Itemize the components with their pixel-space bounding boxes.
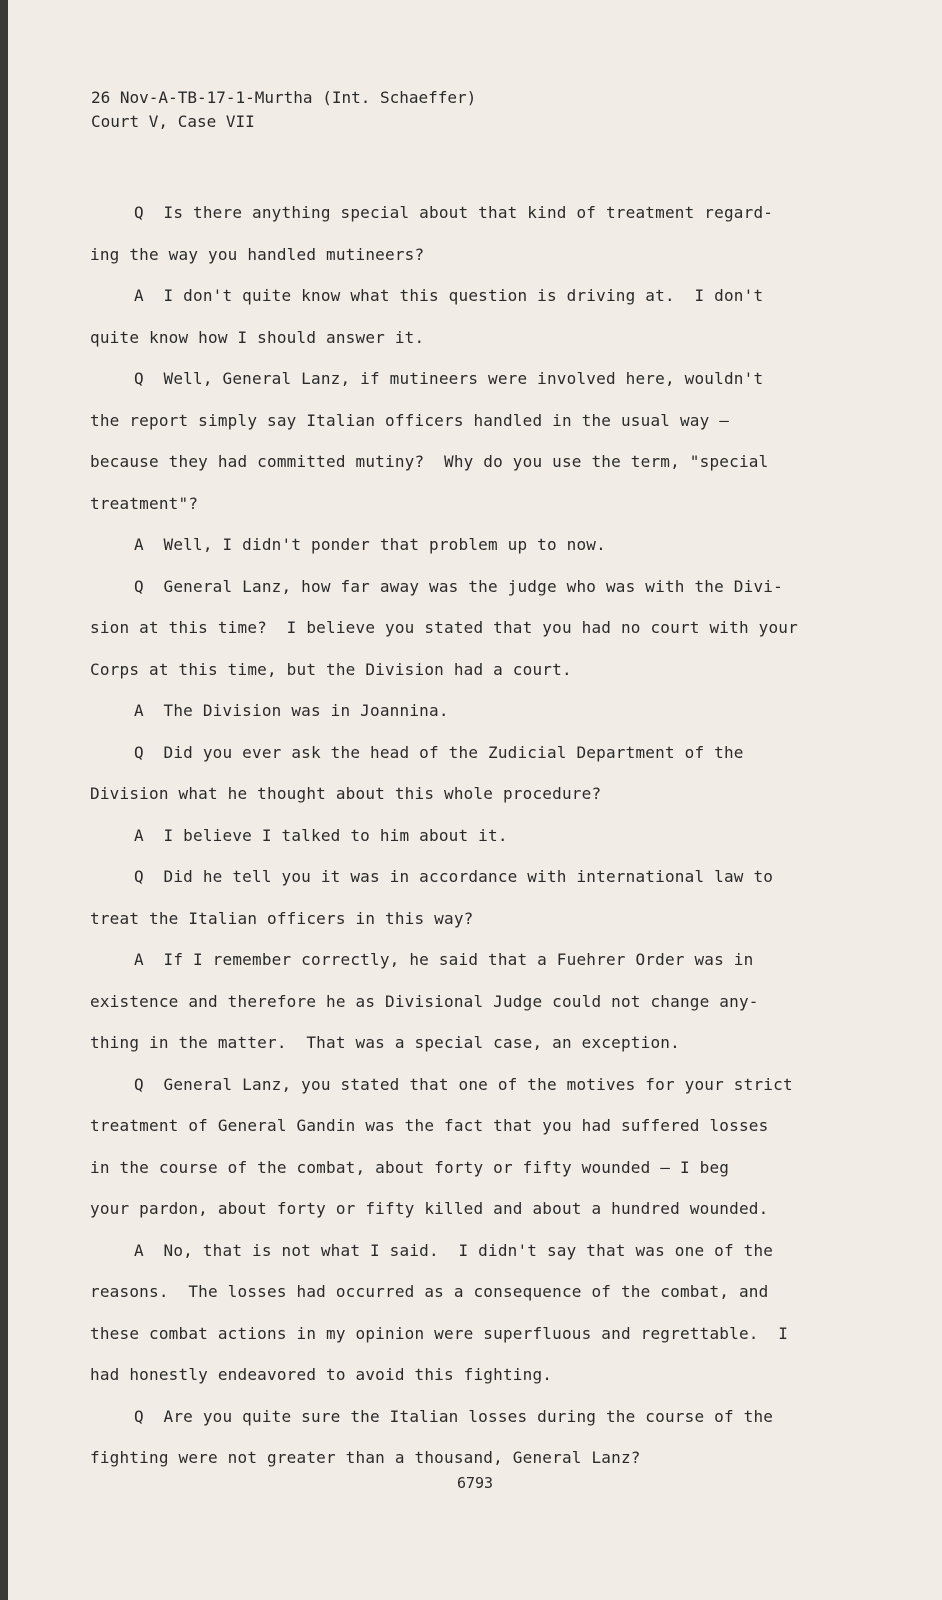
transcript-line: A I believe I talked to him about it. (134, 825, 508, 845)
transcript-line: sion at this time? I believe you stated that you had no court with your (90, 618, 798, 637)
transcript-line: fighting were not greater than a thousand, General Lanz? (90, 1448, 641, 1467)
transcript-line: these combat actions in my opinion were superfluous and regrettable. I (90, 1323, 789, 1343)
transcript-line: A Well, I didn't ponder that problem up to now. (134, 535, 606, 554)
header-reference: 26 Nov-A-TB-17-1-Murtha (Int. Schaeffer) (91, 88, 477, 107)
transcript-line: reasons. The losses had occurred as a consequence of the combat, and (90, 1282, 769, 1301)
transcript-line: the report simply say Italian officers handled in the usual way — (90, 410, 730, 430)
transcript-line: Q Well, General Lanz, if mutineers were involved here, wouldn't (134, 369, 764, 388)
transcript-line: because they had committed mutiny? Why do you use the term, "special (90, 452, 769, 471)
header-court-case: Court V, Case VII (91, 112, 255, 131)
transcript-line: thing in the matter. That was a special case, an exception. (90, 1033, 680, 1052)
transcript-line: A No, that is not what I said. I didn't say that was one of the (134, 1240, 774, 1260)
transcript-line: Q Did you ever ask the head of the Zudicial Department of the (134, 742, 744, 762)
document-header (91, 86, 476, 134)
transcript-line: Q Did he tell you it was in accordance with international law to (134, 867, 774, 886)
transcript-line: in the course of the combat, about forty or fifty wounded — I beg (90, 1157, 730, 1177)
transcript-line: A I don't quite know what this question is driving at. I don't (134, 286, 764, 305)
transcript-line: A The Division was in Joannina. (134, 701, 449, 720)
transcript-line: had honestly endeavored to avoid this fighting. (90, 1365, 553, 1384)
transcript-line: A If I remember correctly, he said that a Fuehrer Order was in (134, 950, 754, 969)
transcript-line: ing the way you handled mutineers? (90, 244, 425, 264)
transcript-line: treat the Italian officers in this way? (90, 908, 474, 928)
transcript-line: existence and therefore he as Divisional Judge could not change any- (90, 991, 759, 1011)
transcript-line: Q General Lanz, how far away was the judge who was with the Divi- (134, 576, 783, 596)
transcript-line: treatment of General Gandin was the fact that you had suffered losses (90, 1116, 769, 1135)
transcript-line: quite know how I should answer it. (90, 327, 425, 347)
transcript-line: Division what he thought about this whole procedure? (90, 784, 602, 803)
transcript-line: Q Are you quite sure the Italian losses during the course of the (134, 1406, 774, 1426)
page-number: 6793 (456, 1474, 494, 1492)
transcript-body (90, 192, 830, 1479)
transcript-line: Q General Lanz, you stated that one of the motives for your strict (134, 1074, 793, 1094)
transcript-line: Corps at this time, but the Division had a court. (90, 659, 572, 679)
document-page (8, 0, 942, 1600)
transcript-line: Q Is there anything special about that kind of treatment regard- (134, 203, 774, 222)
transcript-line: treatment"? (90, 493, 199, 513)
transcript-line: your pardon, about forty or fifty killed and about a hundred wounded. (90, 1199, 769, 1218)
